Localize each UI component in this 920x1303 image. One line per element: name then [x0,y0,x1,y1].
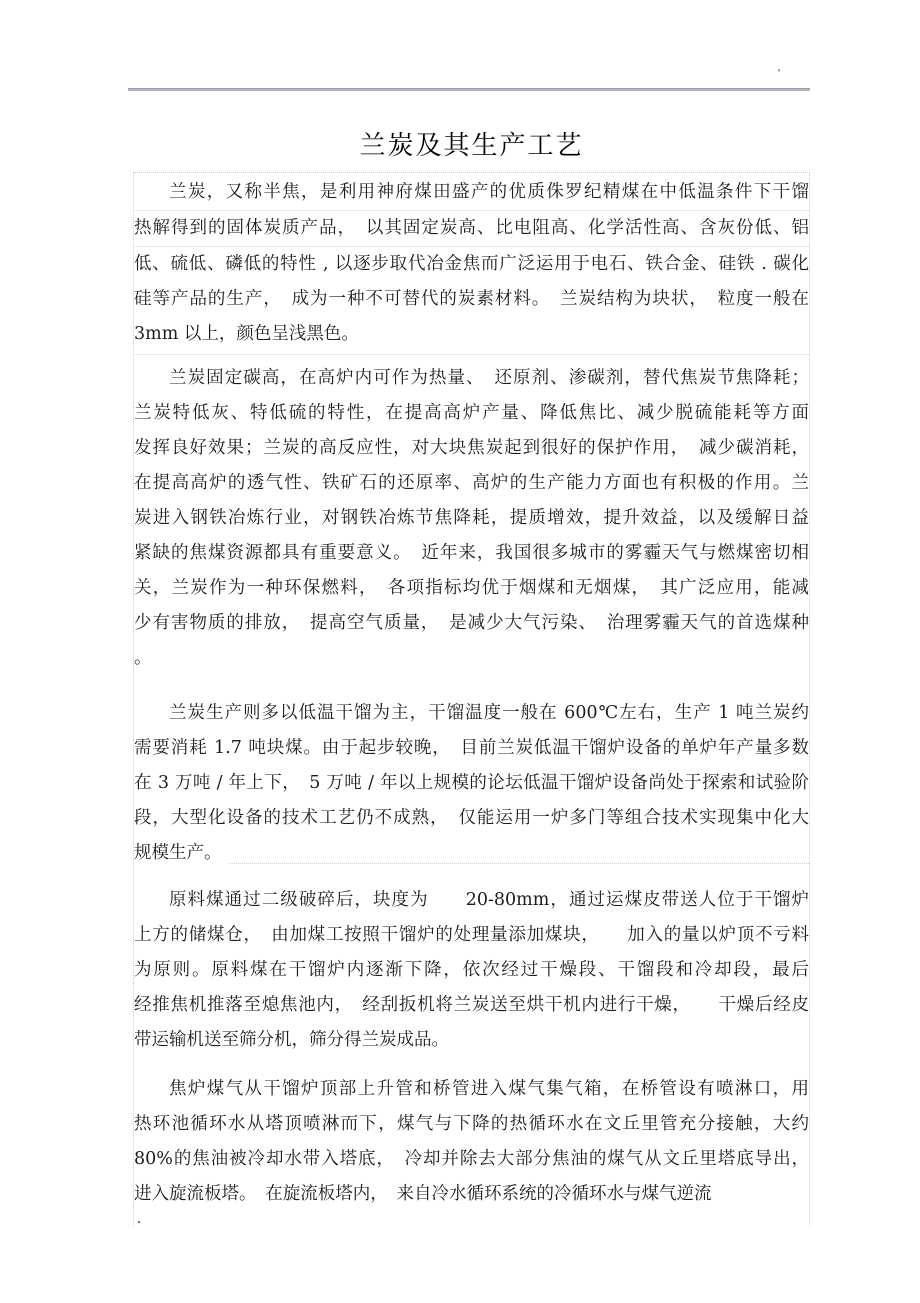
text-line: 少有害物质的排放， 提高空气质量， 是减少大气污染、 治理雾霾天气的首选煤种 [134,613,809,633]
text-line: 上方的储煤仓， 由加煤工按照干馏炉的处理量添加煤块， 加入的量以炉顶不亏料 [134,925,809,945]
text-line: 需要消耗 1.7 吨块煤。由于起步较晚， 目前兰炭低温干馏炉设备的单炉年产量多数 [134,738,809,758]
text-line: 。 [134,648,152,668]
document-body [133,172,810,1226]
paragraph [134,361,809,676]
text-line: 80%的焦油被冷却水带入塔底， 冷却并除去大部分焦油的煤气从文丘里塔底导出， [134,1149,809,1169]
text-line-content: 规模生产。 [134,843,222,863]
text-line: 热环池循环水从塔顶喷淋而下，煤气与下降的热循环水在文丘里管充分接触，大约 [134,1114,809,1134]
text-line: 低、硫低、磷低的特性 , 以逐步取代冶金焦而广泛运用于电石、铁合金、硅铁 . 碳化 [134,254,809,274]
text-line: 3mm 以上，颜色呈浅黑色。 [134,324,359,344]
text-line: 兰炭固定碳高，在高炉内可作为热量、 还原剂、渗碳剂，替代焦炭节焦降耗； [169,368,809,388]
stray-mark-top-right: ' [776,68,783,79]
text-line: 经推焦机推落至熄焦池内， 经刮扳机将兰炭送至烘干机内进行干燥， 干燥后经皮 [134,995,809,1015]
paragraph [134,175,809,355]
text-line: 带运输机送至筛分机，筛分得兰炭成品。 [134,1030,449,1050]
text-line: 为原则。原料煤在干馏炉内逐渐下降，依次经过干燥段、干馏段和冷却段，最后 [134,960,809,980]
paragraph [134,1072,809,1212]
page-title: 兰炭及其生产工艺 [359,131,584,162]
text-line: 兰炭，又称半焦，是利用神府煤田盛产的优质侏罗纪精煤在中低温条件下干馏 [134,175,809,211]
text-line: 兰炭特低灰、特低硫的特性，在提高高炉产量、降低焦比、减少脱硫能耗等方面 [134,403,809,423]
text-line: 在 3 万吨 / 年上下， 5 万吨 / 年以上规模的论坛低温干馏炉设备尚处于探索和试验阶 [134,773,809,793]
text-line: 兰炭生产则多以低温干馏为主，干馏温度一般在 600℃左右，生产 1 吨兰炭约 [169,703,809,723]
text-line: 关，兰炭作为一种环保燃料， 各项指标均优于烟煤和无烟煤， 其广泛应用，能减 [134,578,809,598]
text-line: 进入旋流板塔。 在旋流板塔内， 来自冷水循环系统的冷循环水与煤气逆流 [134,1184,712,1204]
text-line: 炭进入钢铁冶炼行业，对钢铁冶炼节焦降耗，提质增效，提升效益，以及缓解日益 [134,508,809,528]
text-line: 焦炉煤气从干馏炉顶部上升管和桥管进入煤气集气箱，在桥管设有喷淋口，用 [169,1079,809,1099]
text-line: 紧缺的焦煤资源都具有重要意义。 近年来，我国很多城市的雾霾天气与燃煤密切相 [134,543,809,563]
text-line: 段，大型化设备的技术工艺仍不成熟， 仅能运用一炉多门等组合技术实现集中化大 [134,808,809,828]
dotted-rule [228,836,810,864]
paragraph [134,883,809,1058]
stray-mark-bottom-left: . [136,1215,142,1226]
text-line: 在提高高炉的透气性、铁矿石的还原率、高炉的生产能力方面也有积极的作用。兰 [134,473,809,493]
text-line: 热解得到的固体炭质产品， 以其固定炭高、比电阻高、化学活性高、含灰份低、铝 [134,211,809,247]
text-line: 发挥良好效果；兰炭的高反应性，对大块焦炭起到很好的保护作用， 减少碳消耗， [134,438,809,458]
text-line: 硅等产品的生产， 成为一种不可替代的炭素材料。 兰炭结构为块状， 粒度一般在 [134,289,809,309]
text-line [134,836,809,871]
page-header-rule [128,88,810,91]
text-line: 原料煤通过二级破碎后，块度为 20-80mm，通过运煤皮带送人位于干馏炉 [169,890,809,910]
paragraph [134,696,809,871]
